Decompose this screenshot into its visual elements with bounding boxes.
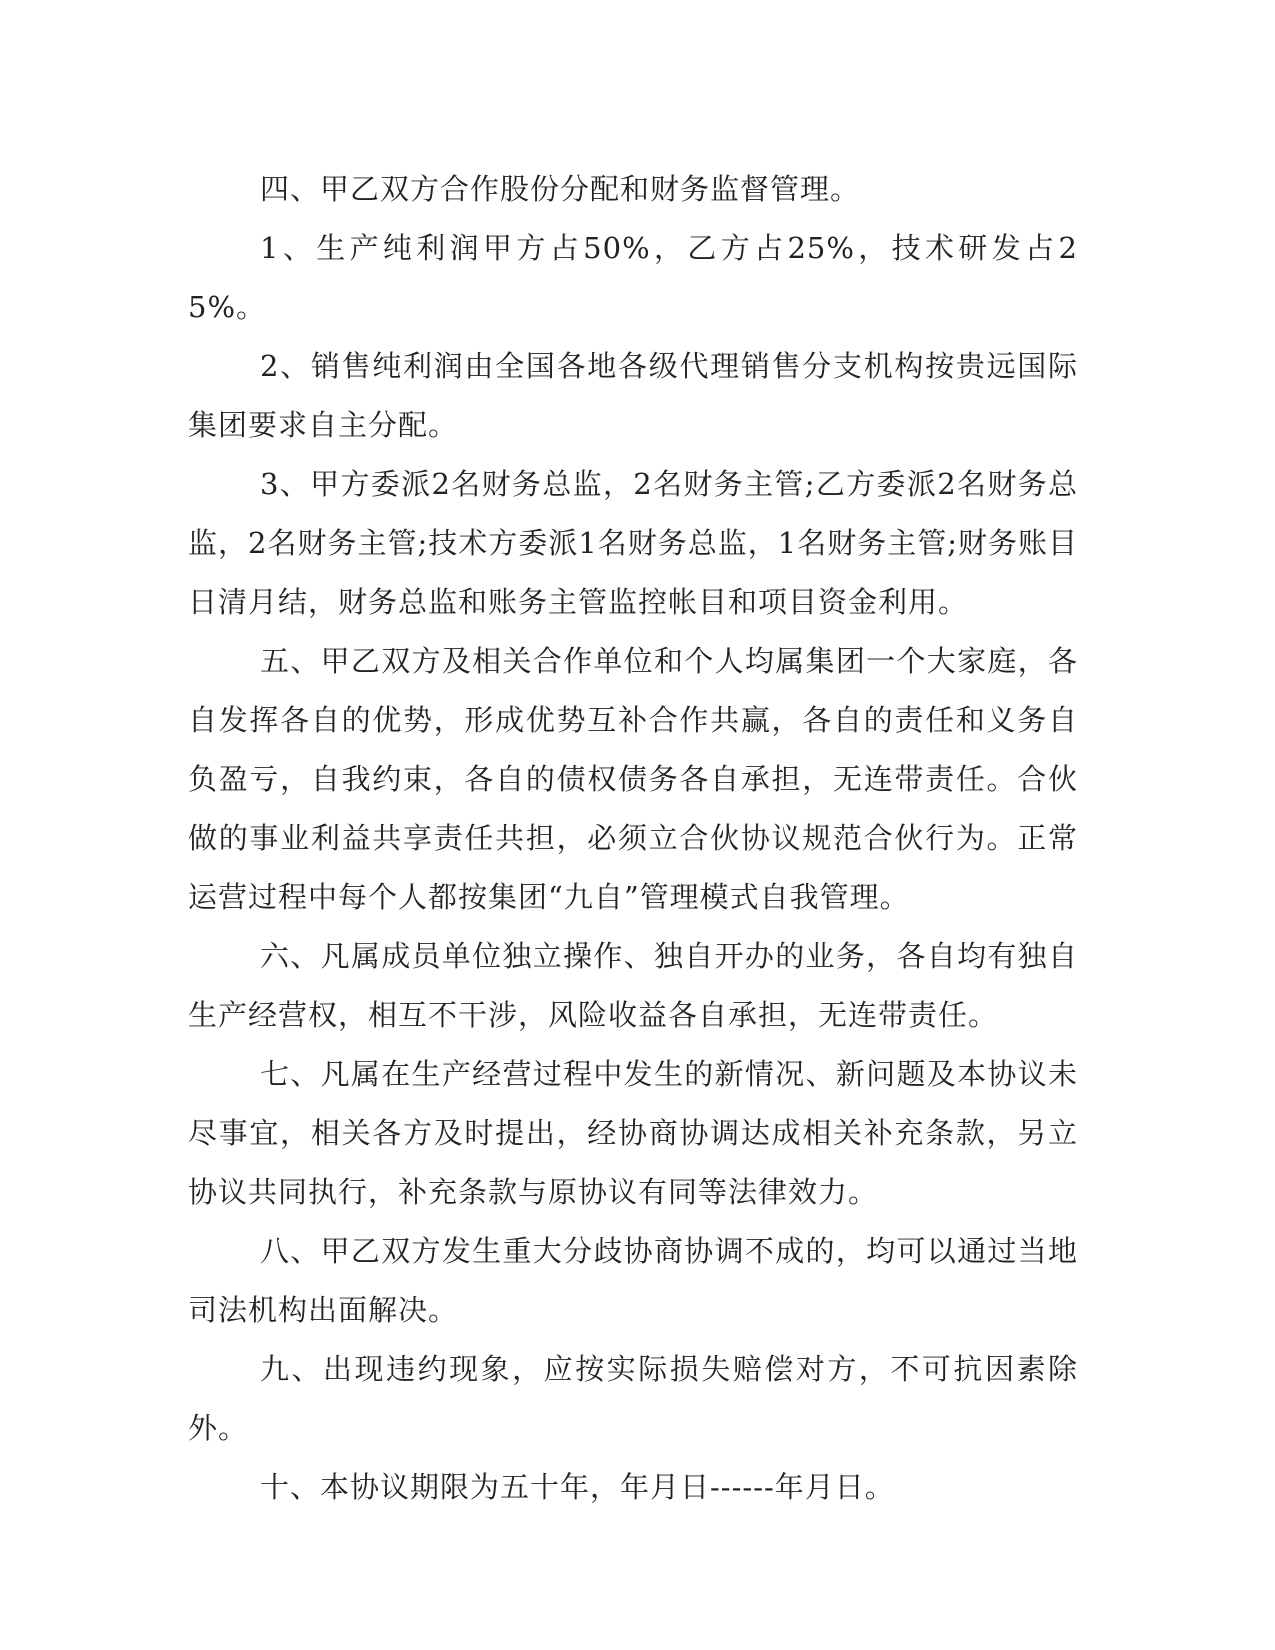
paragraph-sales-profit: 2、销售纯利润由全国各地各级代理销售分支机构按贵远国际集团要求自主分配。 [188,349,1078,442]
paragraph-section-9: 九、出现违约现象，应按实际损失赔偿对方，不可抗因素除外。 [188,1352,1078,1445]
paragraph-section-10: 十、本协议期限为五十年，年月日------年月日。 [260,1470,895,1504]
paragraph-section-8: 八、甲乙双方发生重大分歧协商协调不成的，均可以通过当地司法机构出面解决。 [188,1234,1078,1327]
paragraph-section-5: 五、甲乙双方及相关合作单位和个人均属集团一个大家庭，各自发挥各自的优势，形成优势互补合作共赢，各自的责任和义务自负盈亏，自我约束，各自的债权债务各自承担，无连带责任。合伙做的事业利益共享责任共担，必须立合伙协议规范合伙行为。正常运营过程中每个人都按集团“九自”管理模式自我管理。 [188,644,1078,914]
document-body [188,160,1078,1517]
paragraph-section-4-heading: 四、甲乙双方合作股份分配和财务监督管理。 [260,172,861,206]
paragraph-production-profit: 1、生产纯利润甲方占50%，乙方占25%，技术研发占25%。 [188,231,1078,324]
paragraph-section-7: 七、凡属在生产经营过程中发生的新情况、新问题及本协议未尽事宜，相关各方及时提出，经协商协调达成相关补充条款，另立协议共同执行，补充条款与原协议有同等法律效力。 [188,1057,1078,1209]
paragraph-section-6: 六、凡属成员单位独立操作、独自开办的业务，各自均有独自生产经营权，相互不干涉，风险收益各自承担，无连带责任。 [188,939,1078,1032]
paragraph-finance-staffing: 3、甲方委派2名财务总监，2名财务主管;乙方委派2名财务总监，2名财务主管;技术方委派1名财务总监，1名财务主管;财务账目日清月结，财务总监和账务主管监控帐目和项目资金利用。 [188,467,1078,619]
